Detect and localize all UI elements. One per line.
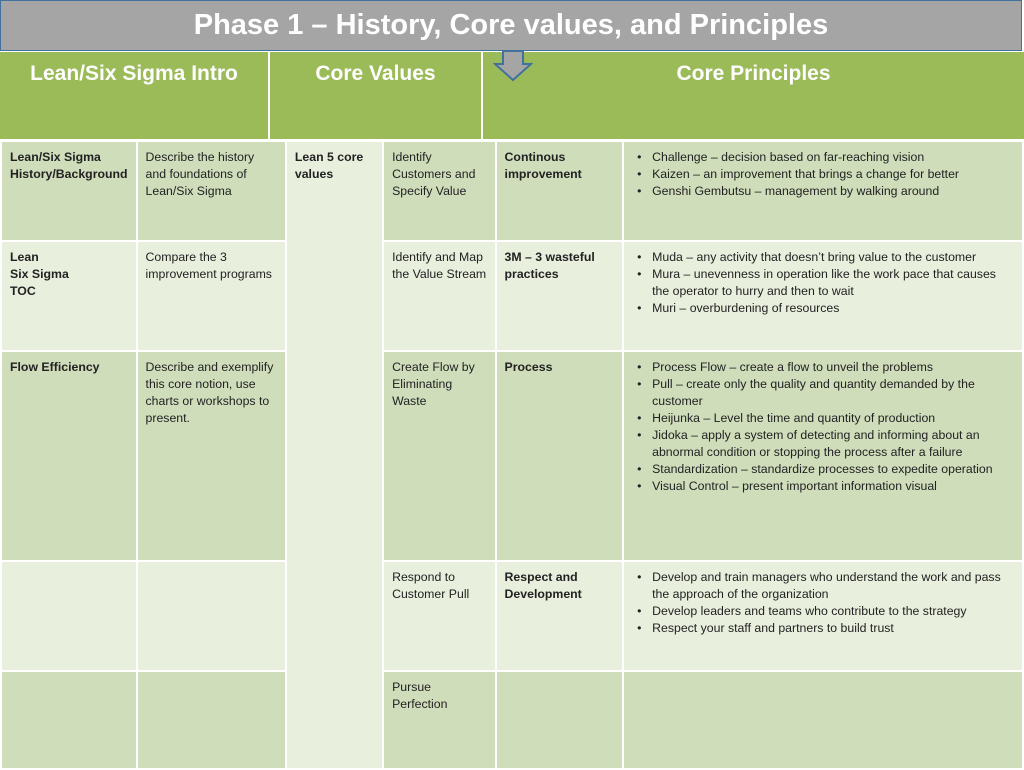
principle-items-cell [623,351,1023,561]
list-item: • Genshi Gembutsu – management by walking around [632,183,1014,200]
core-values-label-cell [286,141,383,769]
value-text: Identify and Map the Value Stream [392,250,487,281]
list-item: • Standardization – standardize processes to expedite operation [632,461,1014,478]
principle-list [632,249,1014,317]
principle-name-cell [496,141,624,241]
list-item: • Process Flow – create a flow to unveil the problems [632,359,1014,376]
value-text: Identify Customers and Specify Value [392,150,476,198]
principle-name: Respect and Development [504,570,582,601]
intro-desc-cell [137,241,286,351]
list-item: • Develop and train managers who understand the work and pass the approach of the organization [632,569,1014,603]
intro-desc: Compare the 3 improvement programs [145,250,272,281]
list-item: • Pull – create only the quality and quantity demanded by the customer [632,376,1014,410]
intro-desc-cell [137,141,286,241]
value-text: Respond to Customer Pull [392,570,470,601]
page-title: Phase 1 – History, Core values, and Principles [193,9,829,41]
header-intro [0,52,268,139]
intro-topic-cell [1,351,137,561]
intro-topic-cell [1,671,137,769]
list-item: • Visual Control – present important information visual [632,478,1014,495]
principle-list [632,149,1014,200]
principle-name-cell [496,561,624,671]
principle-name: 3M – 3 wasteful practices [504,250,595,281]
intro-desc-cell [137,351,286,561]
header-principles [483,52,1024,139]
intro-topic: Flow Efficiency [10,360,100,374]
header-values-label: Core Values [315,62,436,85]
principle-name: Process [504,360,553,374]
list-item: • Challenge – decision based on far-reaching vision [632,149,1014,166]
value-cell [383,671,495,769]
value-text: Pursue Perfection [392,680,448,711]
principle-name-cell [496,241,624,351]
principle-name-cell [496,351,624,561]
list-item: • Respect your staff and partners to build trust [632,620,1014,637]
value-cell [383,141,495,241]
intro-desc: Describe the history and foundations of Lean/Six Sigma [145,150,255,198]
intro-topic: Lean/Six Sigma History/Background [10,150,128,181]
header-principles-label: Core Principles [676,62,831,85]
list-item: • Jidoka – apply a system of detecting and informing about an abnormal condition or stopping the process after a failure [632,427,1014,461]
value-cell [383,351,495,561]
principle-name-cell [496,671,624,769]
intro-topic-cell [1,141,137,241]
principle-list [632,359,1014,495]
arrow-down-icon [493,50,533,82]
value-cell [383,241,495,351]
value-cell [383,561,495,671]
intro-desc-cell [137,671,286,769]
header-intro-label: Lean/Six Sigma Intro [30,62,238,85]
principle-items-cell [623,671,1023,769]
intro-topic-cell [1,561,137,671]
intro-topic: Lean Six Sigma TOC [10,250,69,298]
list-item: • Muri – overburdening of resources [632,300,1014,317]
principle-items-cell [623,141,1023,241]
intro-desc: Describe and exemplify this core notion, use charts or workshops to present. [145,360,274,425]
list-item: • Develop leaders and teams who contribute to the strategy [632,603,1014,620]
table-row [1,351,1023,561]
list-item: • Muda – any activity that doesn’t bring value to the customer [632,249,1014,266]
content-table [0,140,1024,770]
core-values-label: Lean 5 core values [294,150,364,181]
list-item: • Heijunka – Level the time and quantity of production [632,410,1014,427]
principle-name: Continous improvement [504,150,582,181]
title-bar [0,0,1022,51]
intro-desc-cell [137,561,286,671]
principle-items-cell [623,241,1023,351]
principle-list [632,569,1014,637]
table-row [1,141,1023,241]
principle-items-cell [623,561,1023,671]
list-item: • Kaizen – an improvement that brings a change for better [632,166,1014,183]
intro-topic-cell [1,241,137,351]
value-text: Create Flow by Eliminating Waste [392,360,475,408]
table-row [1,671,1023,769]
list-item: • Mura – unevenness in operation like the work pace that causes the operator to hurry and then to wait [632,266,1014,300]
header-values [270,52,481,139]
table-row [1,561,1023,671]
table-row [1,241,1023,351]
